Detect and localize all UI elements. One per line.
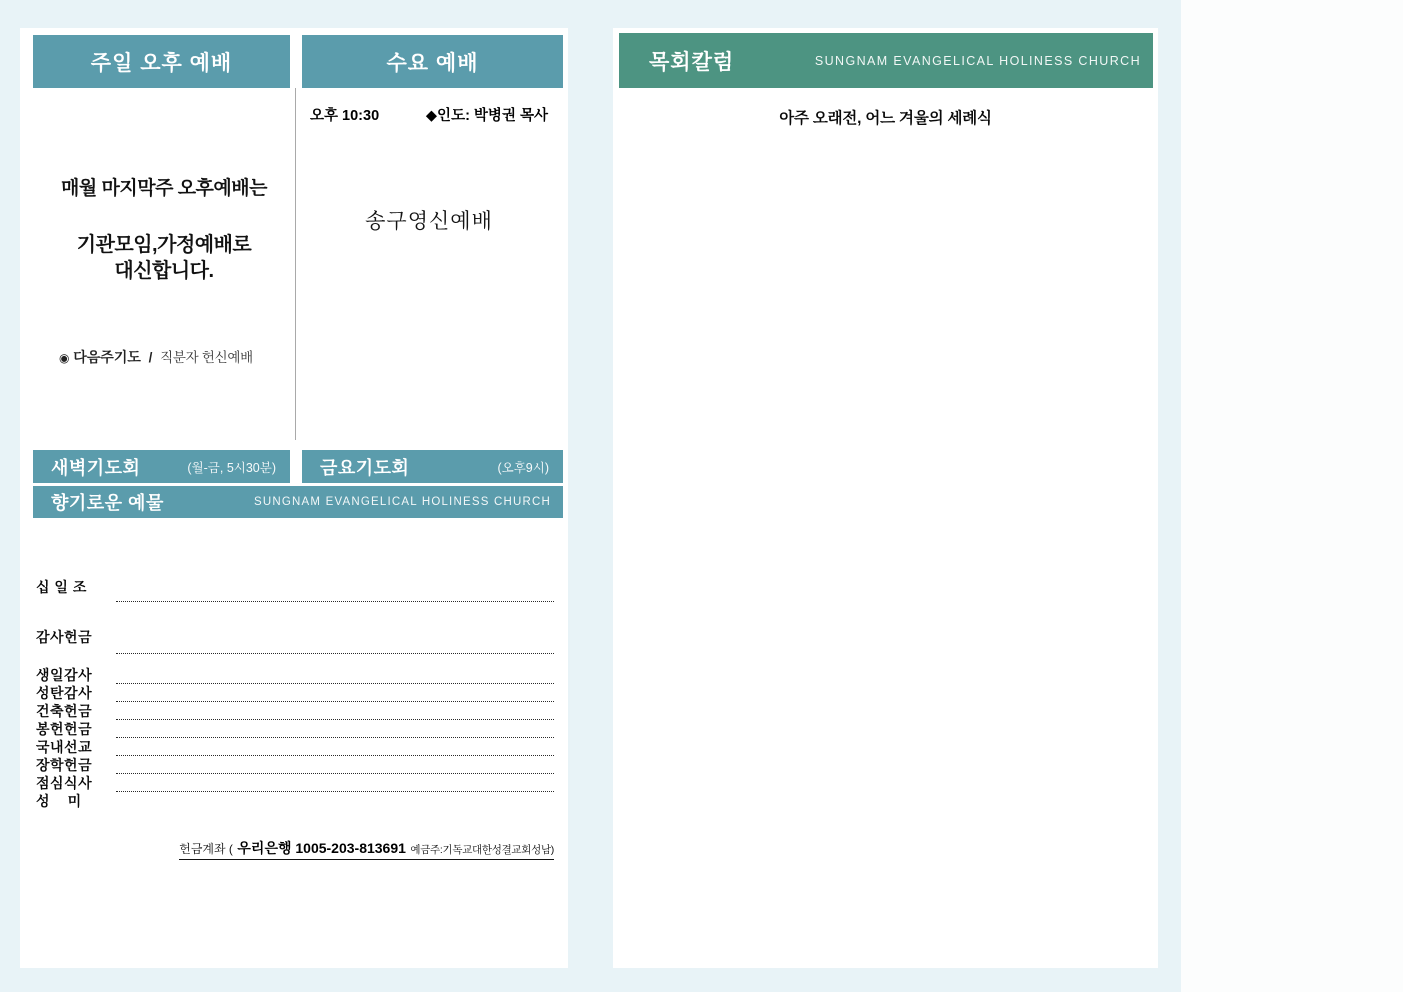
bulletin-left-page [20, 28, 568, 968]
offering-label: 장학헌금 [36, 757, 93, 773]
offering-label: 점심식사 [36, 775, 93, 791]
account-prefix: 헌금계좌 ( [179, 842, 233, 856]
offering-dotted-line [116, 791, 554, 792]
target-bullet-icon: ◉ [59, 351, 70, 365]
offering-row [36, 738, 554, 756]
wednesday-service-name: 송구영신예배 [365, 210, 493, 233]
church-name-english: SUNGNAM EVANGELICAL HOLINESS CHURCH [254, 496, 551, 508]
friday-prayer-time: (오후9시) [497, 460, 549, 475]
pastoral-column-header [619, 33, 1153, 88]
offering-row [36, 684, 554, 702]
offering-row [36, 774, 554, 792]
wednesday-worship-header: 수요 예배 [302, 35, 563, 88]
worship-header-row [33, 35, 563, 88]
offering-list [36, 580, 554, 810]
offering-label: 성 미 [36, 793, 82, 809]
sunday-notice-line2: 기관모임,가정예배로 대신합니다. [76, 234, 252, 282]
offering-row [36, 756, 554, 774]
sunday-afternoon-column [33, 88, 296, 440]
friday-prayer-header [302, 450, 563, 483]
offering-label: 봉헌헌금 [36, 721, 93, 737]
dawn-prayer-time: (월-금, 5시30분) [187, 460, 276, 475]
offering-dotted-line [116, 683, 554, 684]
offering-label: 감사헌금 [36, 629, 93, 645]
offering-dotted-line [116, 737, 554, 738]
next-prayer-value: 직분자 헌신예배 [160, 350, 253, 365]
offering-row [36, 580, 554, 602]
offering-dotted-line [116, 719, 554, 720]
offering-label: 십 일 조 [36, 579, 87, 595]
wednesday-time-row [310, 104, 548, 125]
pastoral-column-title: 목회칼럼 [649, 50, 735, 74]
offering-dotted-line [116, 701, 554, 702]
sunday-notice-line1: 매월 마지막주 오후예배는 [61, 178, 267, 199]
article-title: 아주 오래전, 어느 겨울의 세례식 [779, 110, 992, 127]
donation-account-line [20, 838, 554, 860]
wednesday-column [296, 88, 558, 440]
offering-label: 건축헌금 [36, 703, 93, 719]
wednesday-leader: ◆인도: 박병권 목사 [425, 108, 548, 124]
account-bank-number: 우리은행 1005-203-813691 [237, 840, 406, 856]
church-name-english-right: SUNGNAM EVANGELICAL HOLINESS CHURCH [814, 53, 1141, 68]
account-holder: 예금주:기독교대한성결교회성남) [410, 844, 554, 856]
dawn-prayer-header [33, 450, 290, 483]
offering-row [36, 630, 554, 654]
sunday-afternoon-worship-header: 주일 오후 예배 [33, 35, 290, 88]
offering-label: 생일감사 [36, 667, 93, 683]
offering-dotted-line [116, 755, 554, 756]
worship-columns [33, 88, 568, 440]
offering-row [36, 702, 554, 720]
offering-row [36, 666, 554, 684]
bulletin-right-page [613, 28, 1158, 968]
prayer-meeting-row [33, 450, 563, 483]
offering-section-title: 향기로운 예물 [51, 493, 164, 513]
offering-row [36, 792, 554, 810]
friday-prayer-title: 금요기도회 [320, 457, 410, 478]
wednesday-time: 오후 10:30 [310, 108, 380, 124]
offering-label: 국내선교 [36, 739, 93, 755]
next-prayer-label: 다음주기도 [73, 349, 141, 365]
offering-dotted-line [116, 653, 554, 654]
slash-separator: / [148, 350, 153, 365]
offering-label: 성탄감사 [36, 685, 93, 701]
dawn-prayer-title: 새벽기도회 [51, 457, 141, 478]
offering-dotted-line [116, 773, 554, 774]
next-week-prayer-note [33, 346, 295, 367]
offering-row [36, 720, 554, 738]
offering-section-header [33, 486, 563, 518]
offering-dotted-line [116, 601, 554, 602]
